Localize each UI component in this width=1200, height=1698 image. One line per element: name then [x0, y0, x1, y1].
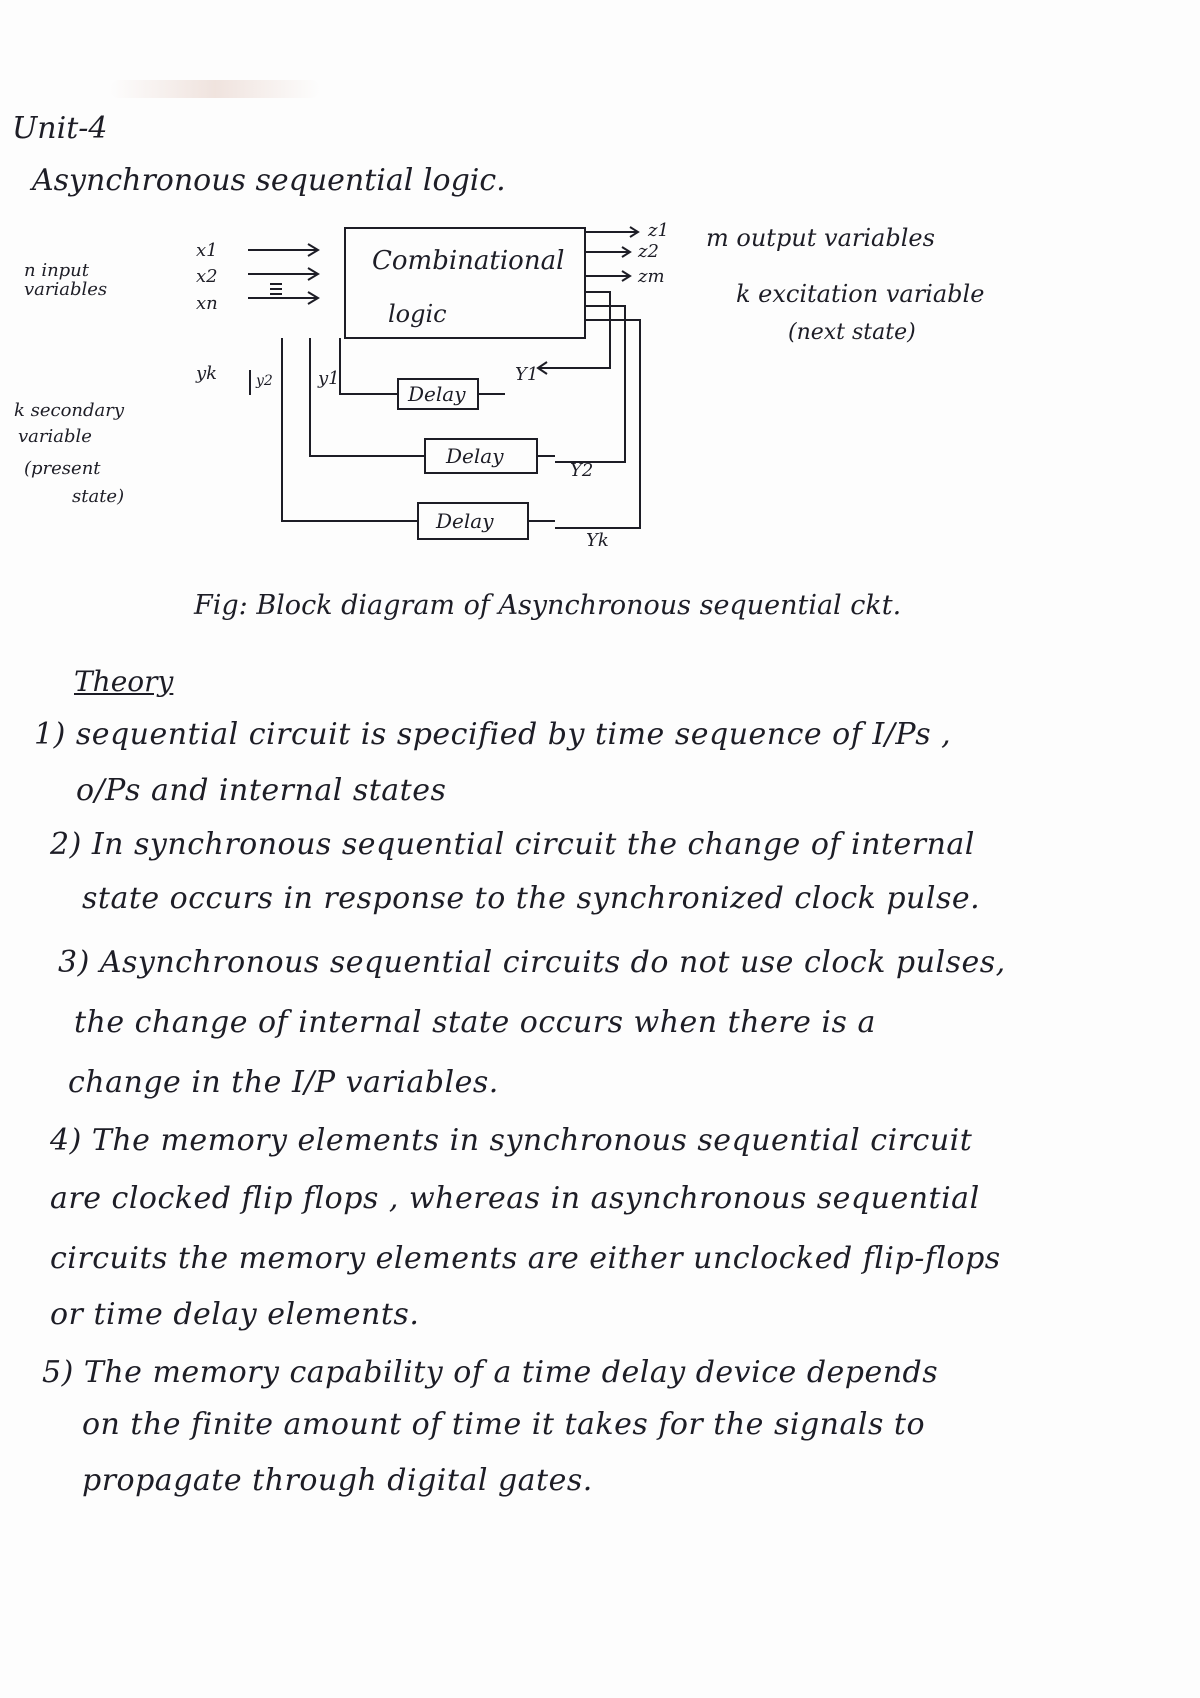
excitation-note: k excitation variable: [736, 280, 985, 308]
theory-line: or time delay elements.: [50, 1297, 420, 1332]
theory-line: 2) In synchronous sequential circuit the change of internal: [50, 827, 975, 862]
theory-line: o/Ps and internal states: [76, 773, 447, 808]
secondary-note-1: k secondary: [14, 400, 125, 421]
theory-line: 1) sequential circuit is specified by time sequence of I/Ps ,: [34, 717, 952, 752]
excitation-Y1: Y1: [515, 364, 539, 385]
theory-line: the change of internal state occurs when there is a: [74, 1005, 876, 1040]
diagram-caption: Fig: Block diagram of Asynchronous sequential ckt.: [194, 590, 902, 621]
combinational-label: Combinational: [372, 246, 565, 276]
output-z1: z1: [648, 220, 669, 241]
page-title: Asynchronous sequential logic.: [32, 163, 506, 198]
combinational-logic-box: [345, 228, 585, 338]
theory-line: change in the I/P variables.: [68, 1065, 499, 1100]
secondary-y1: y1: [318, 368, 340, 389]
delay-label-1: Delay: [408, 382, 466, 406]
output-zm: zm: [638, 266, 665, 287]
theory-line: on the finite amount of time it takes for the signals to: [82, 1407, 926, 1442]
input-x1: x1: [196, 240, 218, 261]
logic-label: logic: [388, 300, 447, 328]
unit-heading: Unit-4: [12, 111, 108, 146]
output-note: m output variables: [706, 224, 935, 252]
input-x2: x2: [196, 266, 218, 287]
excitation-Y2: Y2: [570, 460, 594, 481]
excitation-subnote: (next state): [788, 320, 916, 345]
delay-label-2: Delay: [446, 444, 504, 468]
delay-label-3: Delay: [436, 509, 494, 533]
input-note: n input variables: [24, 260, 108, 300]
output-z2: z2: [638, 241, 659, 262]
theory-line: are clocked flip flops , whereas in asynchronous sequential: [50, 1181, 980, 1216]
theory-heading: Theory: [74, 665, 174, 698]
secondary-y2: y2: [256, 373, 273, 389]
theory-line: propagate through digital gates.: [82, 1463, 593, 1498]
theory-line: 5) The memory capability of a time delay device depends: [42, 1355, 939, 1390]
secondary-yk: yk: [196, 363, 218, 384]
secondary-note-4: state): [72, 486, 125, 507]
secondary-note-3: (present: [24, 458, 101, 479]
theory-line: 3) Asynchronous sequential circuits do not use clock pulses,: [58, 945, 1006, 980]
theory-line: circuits the memory elements are either unclocked flip-flops: [50, 1241, 1001, 1276]
excitation-Yk: Yk: [586, 530, 609, 551]
secondary-note-2: variable: [18, 426, 92, 447]
input-xn: xn: [196, 293, 218, 314]
theory-line: 4) The memory elements in synchronous sequential circuit: [50, 1123, 973, 1158]
theory-line: state occurs in response to the synchronized clock pulse.: [82, 881, 981, 916]
